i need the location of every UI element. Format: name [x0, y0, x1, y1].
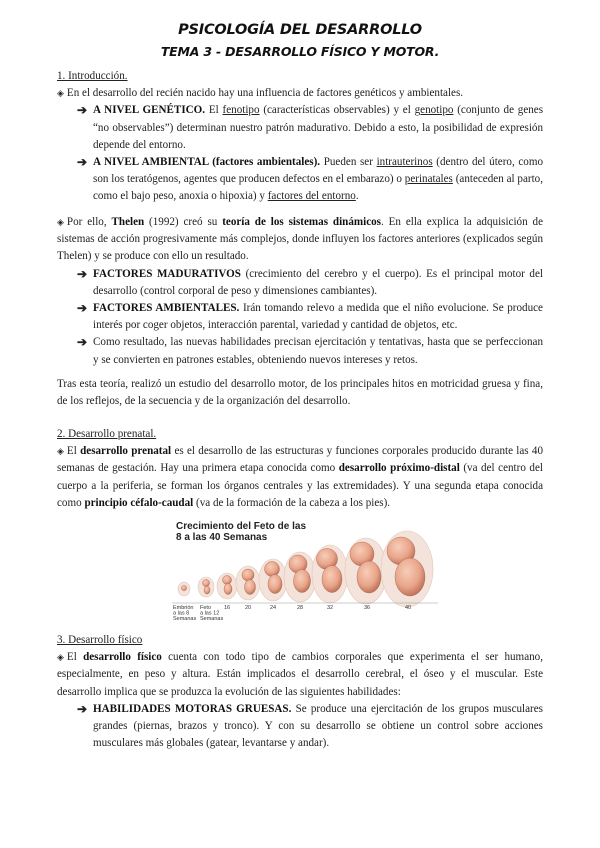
diamond-bullet-icon: ◈ [57, 88, 64, 99]
paragraph: ◈ El desarrollo prenatal es el desarrollo de las estructuras y funciones corporales producido durante las 40 semanas de gestación. Hay una primera etapa conocida como desarrollo próximo-distal (va del centro del cuerpo a la periferia, se forman los órganos centrales y las extremidades). Y una segunda etapa conocida como principio céfalo-caudal (va de la formación de la cabeza a los pies). [57, 445, 544, 509]
section-thelen [57, 214, 543, 369]
week-label-feto: Feto [200, 605, 212, 611]
week-label-embrion: Embrión [173, 605, 194, 611]
week-label: 36 [364, 605, 371, 611]
week-label: 20 [245, 605, 252, 611]
diamond-bullet-icon: ◈ [57, 217, 64, 227]
bullet-factores-ambientales: ➔ FACTORES AMBIENTALES. Irán tomando relevo a medida que el niño evolucione. Se produce interés por coger objetos, interacción parental, variedad y cantidad de objetos, etc. [77, 301, 543, 332]
bullet-habilidades-gruesas: ➔ HABILIDADES MOTORAS GRUESAS. Se produce una ejercitación de los grupos musculares grandes (piernas, brazos y tronco). Y con su desarrollo se obtiene un control sobre acciones musculares más globales (gatear, levantarse y andar). [77, 701, 543, 750]
week-label-feto: a las 12 [200, 610, 220, 617]
fetal-growth-illustration [170, 519, 440, 622]
section-heading-introduccion: 1. Introducción. [57, 70, 128, 82]
arrow-bullet-icon: ➔ [77, 301, 88, 316]
section-prenatal [57, 426, 543, 512]
week-label: 16 [224, 605, 231, 611]
paragraph-estudio: Tras esta teoría, realizó un estudio del desarrollo motor, de los principales hitos en motricidad gruesa y fina, de los reflejos, de la secuencia y de la organización del desarrollo. [57, 378, 543, 408]
diamond-bullet-icon: ◈ [57, 652, 64, 663]
week-label: 32 [327, 605, 334, 611]
arrow-bullet-icon: ➔ [77, 335, 88, 350]
week-label-feto: Semanas [200, 616, 224, 622]
arrow-bullet-icon: ➔ [77, 701, 88, 716]
week-label-embrion: Semanas [173, 616, 197, 622]
arrow-bullet-icon: ➔ [77, 266, 88, 281]
figure-title: Crecimiento del Feto de las 8 a las 40 Semanas [176, 521, 307, 543]
week-label: 28 [297, 605, 304, 611]
arrow-bullet-icon: ➔ [77, 103, 88, 118]
week-label: 24 [270, 605, 277, 611]
week-label: 40 [405, 605, 412, 611]
section-fisico [57, 632, 543, 752]
bullet-factores-madurativos: ➔ FACTORES MADURATIVOS (crecimiento del cerebro y el cuerpo). Es el principal motor del desarrollo (control corporal de peso y dimensiones cambiantes). [77, 266, 543, 297]
document-title: PSICOLOGÍA DEL DESARROLLO [178, 22, 422, 38]
week-label-embrion: a las 8 [173, 610, 190, 617]
paragraph: ◈ Por ello, Thelen (1992) creó su teoría de los sistemas dinámicos. En ella explica la adquisición de sistemas de acción progresivamente más complejos, donde influyen los factores anteriores (explicados según Thelen) y se produce con ello un resultado. [57, 216, 543, 263]
bullet-nivel-ambiental: ➔ A NIVEL AMBIENTAL (factores ambientales). Pueden ser intrauterinos (dentro del útero, como son los teratógenos, agentes que producen defectos en el embarazo) o perinatales (anteceden al parto, como el bajo peso, anoxia o hipoxia) y factores del entorno. [77, 155, 543, 203]
diamond-bullet-icon: ◈ [57, 446, 64, 457]
bullet-resultado: ➔ Como resultado, las nuevas habilidades precisan ejercitación y tentativas, hasta que se perfeccionan y se convierten en patrones estables, obteniendo nuevos intereses y retos. [77, 335, 543, 366]
section-heading-prenatal: 2. Desarrollo prenatal. [57, 428, 157, 440]
section-heading-fisico: 3. Desarrollo físico [57, 634, 143, 646]
paragraph: ◈ El desarrollo físico cuenta con todo tipo de cambios corporales que experimenta el ser humano, especialmente, en peso y altura. Están implicados el desarrollo cerebral, el óseo y el muscular. Este desarrollo implica que se produzca la evolución de las siguientes habilidades: [57, 651, 543, 698]
paragraph: ◈ En el desarrollo del recién nacido hay una influencia de factores genéticos y ambientales. [57, 87, 464, 100]
fetus-shape [181, 585, 186, 590]
bullet-nivel-genetico: ➔ A NIVEL GENÉTICO. El fenotipo (características observables) y el genotipo (conjunto de genes “no observables”) determinan nuestro patrón madurativo. Debido a esto, la posibilidad de expresión depende del entorno. [77, 103, 544, 151]
arrow-bullet-icon: ➔ [77, 155, 88, 170]
section-introduccion [57, 68, 543, 206]
fetal-growth-figure [170, 519, 440, 622]
document-subtitle: TEMA 3 - DESARROLLO FÍSICO Y MOTOR. [160, 44, 440, 59]
